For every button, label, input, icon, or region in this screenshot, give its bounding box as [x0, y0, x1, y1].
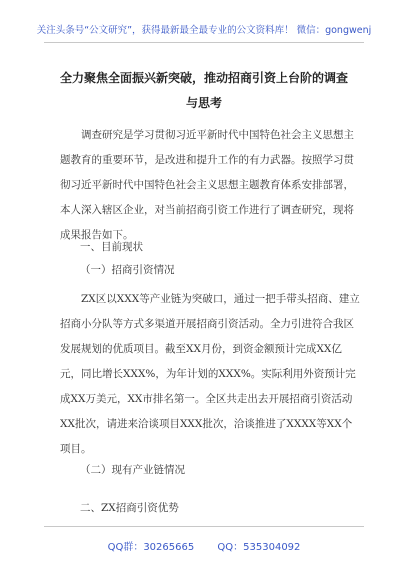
footer-qq: QQ：535304092: [217, 542, 301, 553]
footer-contacts: [0, 538, 408, 553]
section-heading-advantages: 二、ZX招商引资优势: [80, 502, 179, 514]
document-title: 全力聚焦全面振兴新突破，推动招商引资上台阶的调查与思考: [59, 71, 348, 110]
subsection-heading-industry-chain: （二）现有产业链情况: [80, 464, 185, 476]
intro-paragraph: 调查研究是学习贯彻习近平新时代中国特色社会主义思想主题教育的重要环节，是改进和提升工作的有力武器。按照学习贯彻习近平新时代中国特色社会主义思想主题教育体系安排部署，本人深入辖区企业，对当前招商引资工作进行了调查研究，现将成果报告如下。: [60, 129, 354, 241]
section-heading-current-status: 一、目前现状: [80, 241, 143, 253]
header-banner: 关注头条号“公文研究”，获得最新最全最专业的公文资料库！ 微信：gongwenj: [36, 25, 372, 36]
subsection-heading-investment: （一）招商引资情况: [80, 264, 175, 276]
footer-divider: [44, 526, 364, 527]
investment-paragraph: ZX区以XXX等产业链为突破口，通过一把手带头招商、建立招商小分队等方式多渠道开展招商引资活动。全力引进符合我区发展规划的优质项目。截至XX月份，到资金额预计完成XX亿元，同比增长XXX%，为年计划的XXX%。实际利用外资预计完成XX万美元，XX市排名第一。全区共走出去开展招商引资活动XX批次，请进来洽谈项目XXX批次，洽谈推进了XXXX等XX个项目。: [60, 293, 360, 455]
footer-qq-group: QQ群：30265665: [107, 542, 195, 553]
header-divider: [44, 42, 364, 43]
